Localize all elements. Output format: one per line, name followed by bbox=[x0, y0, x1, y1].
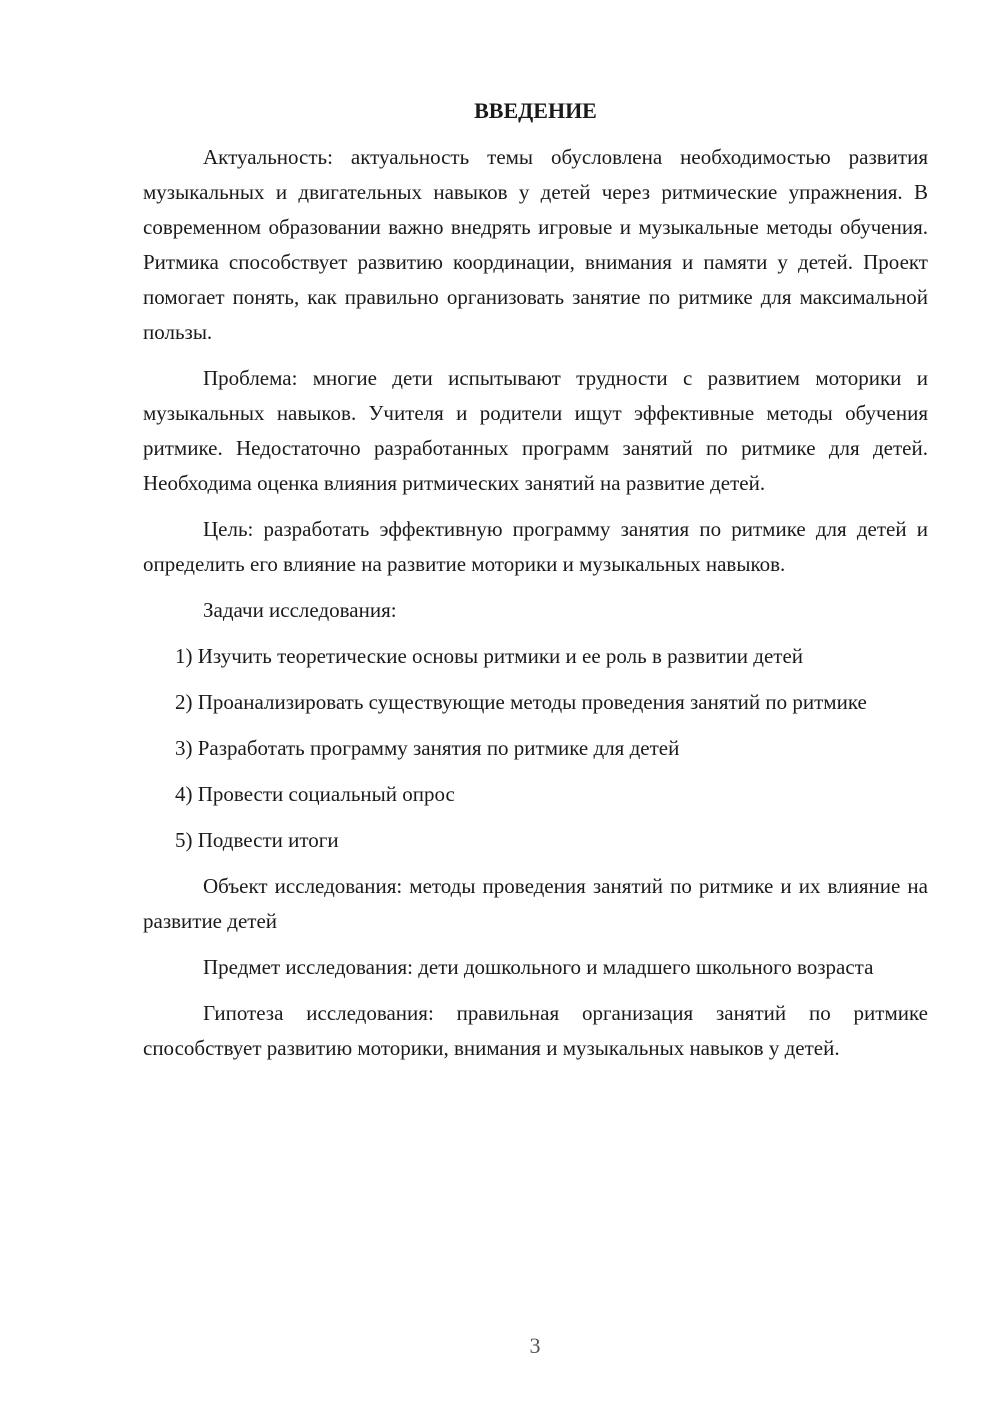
task-item: 1) Изучить теоретические основы ритмики и ее роль в развитии детей bbox=[175, 644, 804, 668]
paragraph-subject: Предмет исследования: дети дошкольного и младшего школьного возраста bbox=[203, 955, 874, 979]
paragraph-hypothesis: Гипотеза исследования: правильная организация занятий по ритмике способствует развитию моторики, внимания и музыкальных навыков у детей. bbox=[143, 1001, 928, 1060]
page-title: ВВЕДЕНИЕ bbox=[474, 98, 597, 123]
paragraph-tasks-heading: Задачи исследования: bbox=[203, 598, 397, 622]
paragraph-problem: Проблема: многие дети испытывают трудности с развитием моторики и музыкальных навыков. Учителя и родители ищут эффективные методы обучения ритмике. Недостаточно разработанных программ занятий по ритмике для детей. Необходима оценка влияния ритмических занятий на развитие детей. bbox=[143, 366, 928, 495]
task-item: 5) Подвести итоги bbox=[175, 828, 339, 852]
paragraph-relevance: Актуальность: актуальность темы обусловлена необходимостью развития музыкальных и двигательных навыков у детей через ритмические упражнения. В современном образовании важно внедрять игровые и музыкальные методы обучения. Ритмика способствует развитию координации, внимания и памяти у детей. Проект помогает понять, как правильно организовать занятие по ритмике для максимальной пользы. bbox=[143, 145, 928, 344]
document-page bbox=[143, 94, 928, 1077]
task-item: 2) Проанализировать существующие методы проведения занятий по ритмике bbox=[175, 690, 867, 714]
task-item: 4) Провести социальный опрос bbox=[175, 782, 455, 806]
paragraph-goal: Цель: разработать эффективную программу занятия по ритмике для детей и определить его влияние на развитие моторики и музыкальных навыков. bbox=[143, 517, 928, 576]
task-item: 3) Разработать программу занятия по ритмике для детей bbox=[175, 736, 680, 760]
page-number: 3 bbox=[529, 1333, 541, 1358]
paragraph-object: Объект исследования: методы проведения занятий по ритмике и их влияние на развитие детей bbox=[143, 874, 928, 933]
